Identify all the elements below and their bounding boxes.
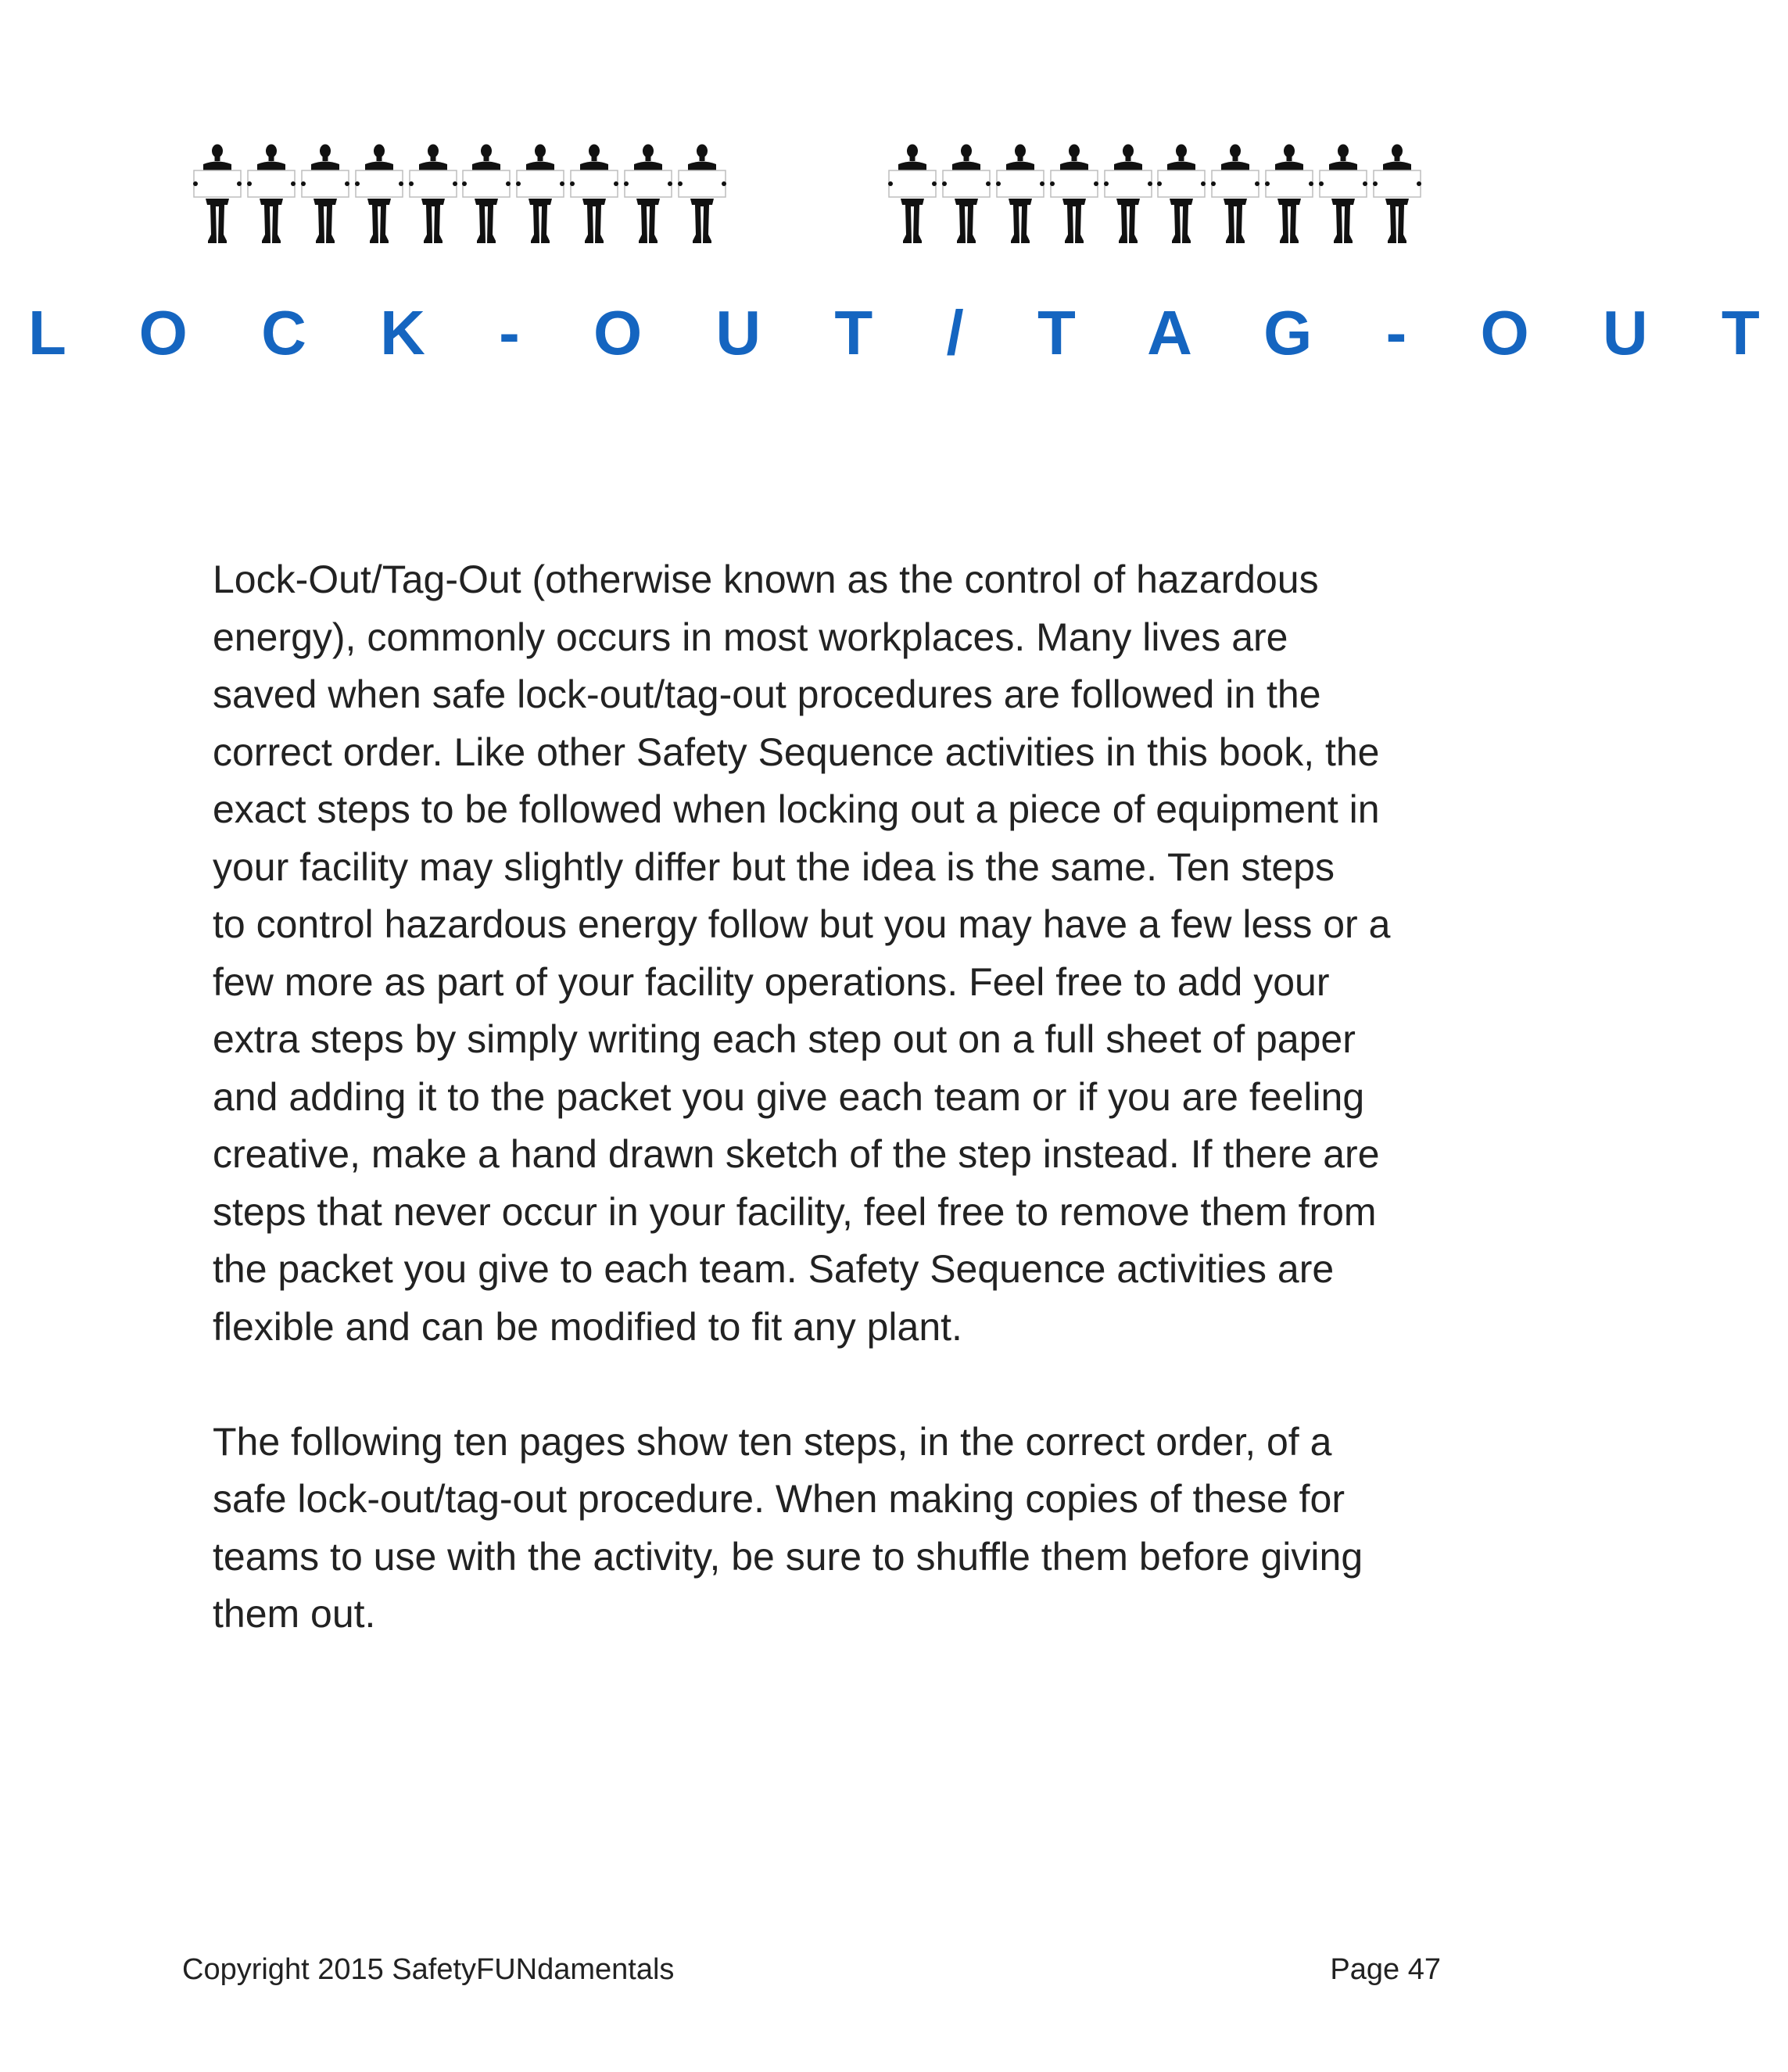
person-holding-sign-icon bbox=[354, 141, 404, 246]
person-holding-sign-icon bbox=[246, 141, 296, 246]
body-text bbox=[213, 551, 1495, 1701]
person-holding-sign-icon bbox=[408, 141, 458, 246]
person-holding-sign-icon bbox=[887, 141, 937, 246]
page-title: L O C K - O U T / T A G - O U T bbox=[28, 298, 1788, 367]
person-holding-sign-icon bbox=[677, 141, 727, 246]
person-holding-sign-icon bbox=[1372, 141, 1422, 246]
person-holding-sign-icon bbox=[1264, 141, 1314, 246]
person-holding-sign-icon bbox=[623, 141, 673, 246]
person-holding-sign-icon bbox=[995, 141, 1045, 246]
paragraph-instructions: The following ten pages show ten steps, in the correct order, of a safe lock-out/tag-out procedure. When making copies of these for teams to use with the activity, be sure to shuffle them before giving them out. bbox=[213, 1419, 1363, 1636]
figure-row-left bbox=[192, 141, 727, 246]
person-holding-sign-icon bbox=[300, 141, 350, 246]
figure-row-right bbox=[887, 141, 1422, 246]
person-holding-sign-icon bbox=[1049, 141, 1099, 246]
footer-copyright: Copyright 2015 SafetyFUNdamentals bbox=[182, 1953, 675, 1986]
person-holding-sign-icon bbox=[941, 141, 991, 246]
footer-page-number: Page 47 bbox=[1330, 1953, 1441, 1986]
person-holding-sign-icon bbox=[1103, 141, 1153, 246]
person-holding-sign-icon bbox=[461, 141, 511, 246]
person-holding-sign-icon bbox=[1210, 141, 1260, 246]
person-holding-sign-icon bbox=[569, 141, 619, 246]
person-holding-sign-icon bbox=[192, 141, 242, 246]
person-holding-sign-icon bbox=[515, 141, 565, 246]
paragraph-intro: Lock-Out/Tag-Out (otherwise known as the control of hazardous energy), commonly occurs in most workplaces. Many lives are saved when safe lock-out/tag-out procedures are followed in the correct order. Like other Safety Sequence activities in this book, the exact steps to be followed when locking out a piece of equipment in your facility may slightly differ but the idea is the same. Ten steps to control hazardous energy follow but you may have a few less or a few more as part of your facility operations. Feel free to add your extra steps by simply writing each step out on a full sheet of paper and adding it to the packet you give each team or if you are feeling creative, make a hand drawn sketch of the step instead. If there are steps that never occur in your facility, feel free to remove them from the packet you give to each team. Safety Sequence activities are flexible and can be modified to fit any plant. bbox=[213, 557, 1391, 1349]
person-holding-sign-icon bbox=[1318, 141, 1368, 246]
person-holding-sign-icon bbox=[1156, 141, 1206, 246]
